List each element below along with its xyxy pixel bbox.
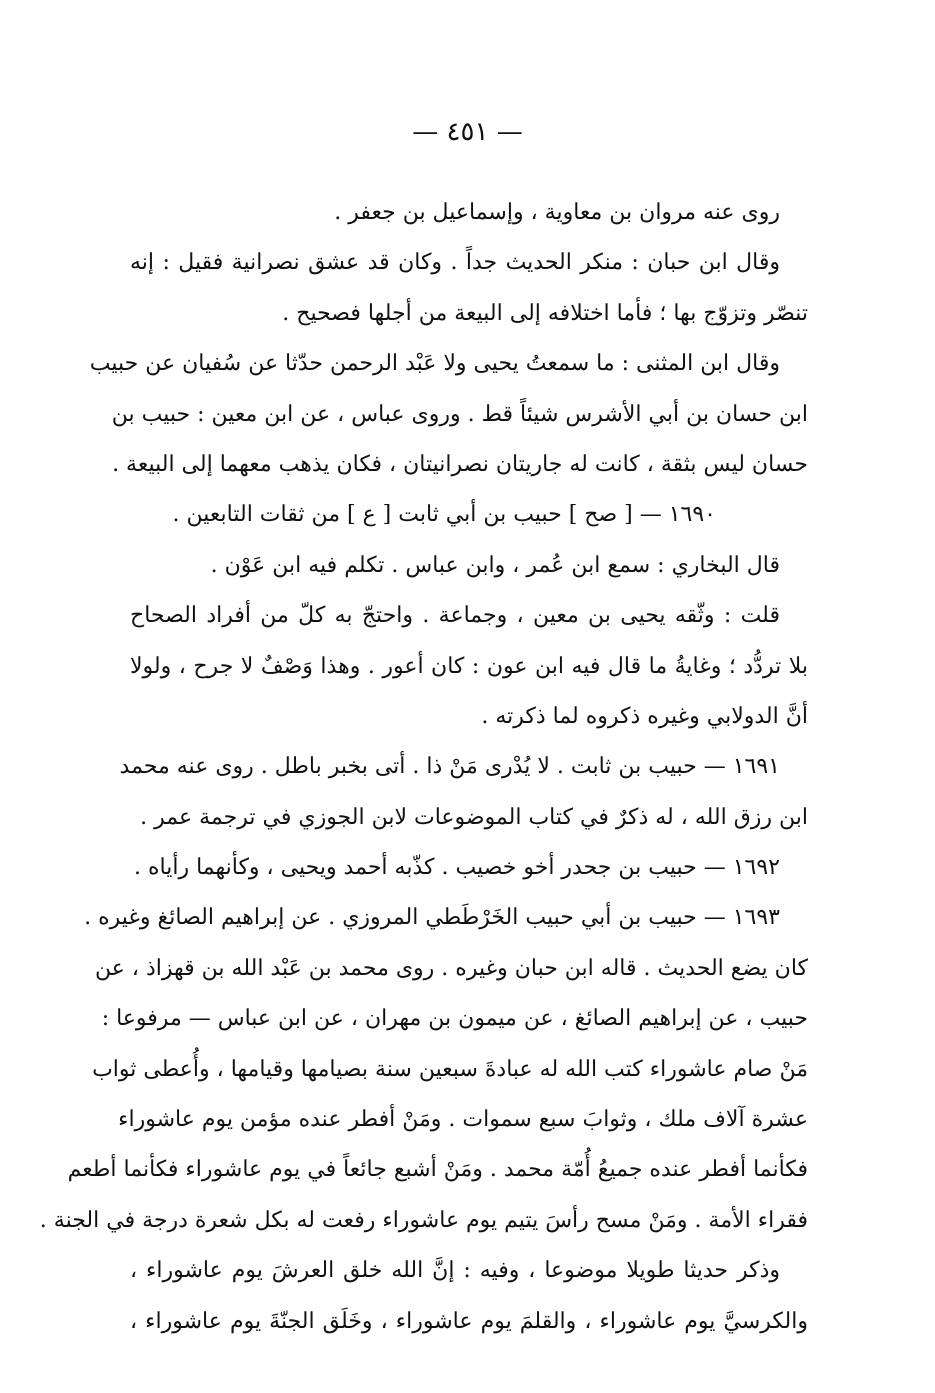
text-line: روى عنه مروان بن معاوية ، وإسماعيل بن جعفر . <box>334 200 780 225</box>
text-line: ابن رزق الله ، له ذكرٌ في كتاب الموضوعات لابن الجوزي في ترجمة عمر . <box>140 804 808 830</box>
text-line: تنصّر وتزوّج بها ؛ فأما اختلافه إلى البيعة من أجلها فصحيح . <box>282 300 808 326</box>
text-line: وقال ابن حبان : منكر الحديث جداً . وكان قد عشق نصرانية فقيل : إنه <box>130 250 780 276</box>
text-line: حبيب ، عن إبراهيم الصائغ ، عن ميمون بن مهران ، عن ابن عباس — مرفوعا : <box>101 1006 808 1032</box>
text-line: فكأنما أفطر عنده جميعُ أُمّة محمد . ومَنْ أشبع جائعاً في يوم عاشوراء فكأنما أطعم <box>67 1157 808 1183</box>
text-line: فقراء الأمة . ومَنْ مسح رأسَ يتيم يوم عاشوراء رفعت له بكل شعرة درجة في الجنة . <box>39 1207 808 1233</box>
text-line: قال البخاري : سمع ابن عُمر ، وابن عباس . تكلم فيه ابن عَوْن . <box>210 552 780 578</box>
entry-heading-1692: ١٦٩٢ — حبيب بن جحدر أخو خصيب . كذّبه أحمد ويحيى ، وكأنهما رأياه . <box>134 855 780 881</box>
text-line: وقال ابن المثنى : ما سمعتُ يحيى ولا عَبْد الرحمن حدّثا عن سُفيان عن حبيب <box>89 351 780 377</box>
text-line: كان يضع الحديث . قاله ابن حبان وغيره . روى محمد بن عَبْد الله بن قهزاذ ، عن <box>95 955 808 981</box>
text-line: أنَّ الدولابي وغيره ذكروه لما ذكرته . <box>481 703 808 729</box>
page-number: — ٤٥١ — <box>412 117 523 147</box>
entry-heading-1691: ١٦٩١ — حبيب بن ثابت . لا يُدْرى مَنْ ذا . أتى بخبر باطل . روى عنه محمد <box>119 754 780 780</box>
text-line: بلا تردُّد ؛ وغايةُ ما قال فيه ابن عون : كان أعور . وهذا وَصْفٌ لا جرح ، ولولا <box>130 653 808 679</box>
text-line: وذكر حديثا طويلا موضوعا ، وفيه : إنَّ الله خلق العرشَ يوم عاشوراء ، <box>130 1258 780 1284</box>
text-line: والكرسيَّ يوم عاشوراء ، والقلمَ يوم عاشوراء ، وخَلَق الجنّةَ يوم عاشوراء ، <box>130 1308 808 1334</box>
page-body-text <box>39 188 808 1347</box>
text-line: قلت : وثّقه يحيى بن معين ، وجماعة . واحتجّ به كلّ من أفراد الصحاح <box>130 603 780 629</box>
entry-heading-1693: ١٦٩٣ — حبيب بن أبي حبيب الخَرْطَطي المروزي . عن إبراهيم الصائغ وغيره . <box>84 905 780 931</box>
text-line: عشرة آلاف ملك ، وثوابَ سبع سموات . ومَنْ أفطر عنده مؤمن يوم عاشوراء <box>118 1107 808 1133</box>
text-line: ابن حسان بن أبي الأشرس شيئاً قط . وروى عباس ، عن ابن معين : حبيب بن <box>111 401 808 427</box>
text-line: حسان ليس بثقة ، كانت له جاريتان نصرانيتان ، فكان يذهب معهما إلى البيعة . <box>112 451 808 477</box>
text-line: مَنْ صام عاشوراء كتب الله له عبادةَ سبعين سنة بصيامها وقيامها ، وأُعطى ثواب <box>92 1056 808 1082</box>
entry-heading-1690: ١٦٩٠ — [ صح ] حبيب بن أبي ثابت [ ع ] من ثقات التابعين . <box>172 502 716 528</box>
